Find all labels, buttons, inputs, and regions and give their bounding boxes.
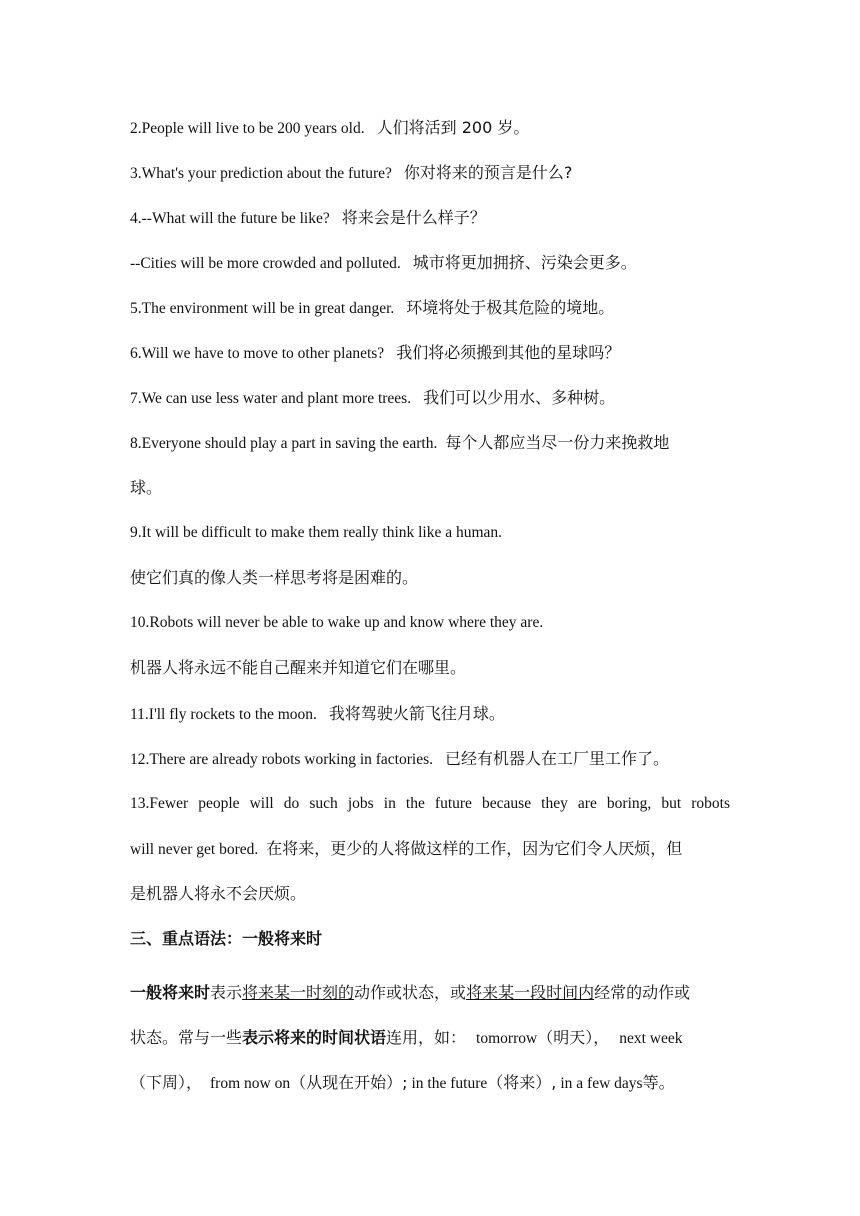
- sentence-english: will never get bored.: [130, 841, 259, 858]
- sentence-chinese: 环境将处于极其危险的境地。: [406, 298, 615, 317]
- sentence-4: [130, 207, 730, 230]
- sentence-13-line3: 是机器人将永不会厌烦。: [130, 884, 307, 903]
- grammar-term: 一般将来时: [130, 983, 211, 1002]
- sentence-6: [130, 342, 730, 365]
- grammar-text: 连用，如：: [386, 1028, 467, 1047]
- sentence-chinese: 你对将来的预言是什么?: [403, 163, 573, 182]
- sentence-7: [130, 387, 730, 410]
- sentence-chinese: 城市将更加拥挤、污染会更多。: [412, 253, 637, 272]
- sentence-english: 5.The environment will be in great danger.: [130, 300, 395, 317]
- sentence-chinese: 我们可以少用水、多种树。: [423, 388, 616, 407]
- sentence-4-answer: [130, 252, 730, 275]
- grammar-text: 状态。常与一些: [130, 1028, 243, 1047]
- grammar-text: 经常的动作或: [594, 983, 691, 1002]
- example-chinese: 等。: [642, 1073, 675, 1092]
- grammar-text: 表示: [210, 983, 243, 1002]
- sentence-13-line2: [130, 838, 730, 861]
- sentence-chinese: 在将来，更少的人将做这样的工作，因为它们令人厌烦，但: [266, 839, 683, 858]
- section-heading: 三、重点语法：一般将来时: [130, 929, 323, 948]
- grammar-line1: [130, 982, 730, 1004]
- sentence-english: 8.Everyone should play a part in saving the earth.: [130, 435, 438, 452]
- sentence-chinese: 人们将活到 200 岁。: [376, 118, 530, 137]
- sentence-10-chinese: 机器人将永远不能自己醒来并知道它们在哪里。: [130, 658, 467, 677]
- grammar-line3: [130, 1072, 730, 1095]
- sentence-chinese: 每个人都应当尽一份力来挽救地: [445, 433, 670, 452]
- sentence-english: 4.--What will the future be like?: [130, 210, 330, 227]
- grammar-underlined: 将来某一段时间内: [466, 983, 595, 1002]
- sentence-chinese: 我将驾驶火箭飞往月球。: [328, 704, 505, 723]
- sentence-11: [130, 703, 730, 726]
- sentence-chinese: 将来会是什么样子？: [341, 208, 486, 227]
- sentence-9-chinese: 使它们真的像人类一样思考将是困难的。: [130, 568, 419, 587]
- example-english: in the future: [411, 1075, 488, 1092]
- sentence-chinese: 已经有机器人在工厂里工作了。: [445, 749, 670, 768]
- example-english: from now on: [210, 1075, 291, 1092]
- sentence-english: 3.What's your prediction about the future?: [130, 165, 392, 182]
- grammar-bold: 表示将来的时间状语: [242, 1028, 387, 1047]
- example-chinese: （明天），: [537, 1028, 610, 1047]
- sentence-13-line1: 13.Fewer people will do such jobs in the future because they are boring, but robots: [130, 795, 730, 812]
- example-chinese: （将来）,: [487, 1073, 557, 1092]
- example-chinese: （从现在开始）;: [290, 1073, 408, 1092]
- sentence-chinese: 我们将必须搬到其他的星球吗？: [396, 343, 621, 362]
- grammar-text: 动作或状态，或: [354, 983, 467, 1002]
- sentence-12: [130, 748, 730, 771]
- example-chinese: （下周），: [130, 1073, 203, 1092]
- sentence-8: [130, 432, 730, 455]
- sentence-english: --Cities will be more crowded and polluted.: [130, 255, 401, 272]
- sentence-english: 7.We can use less water and plant more trees.: [130, 390, 412, 407]
- sentence-english: 12.There are already robots working in factories.: [130, 751, 433, 768]
- sentence-2: [130, 117, 730, 140]
- example-english: next week: [619, 1030, 683, 1047]
- sentence-english: 2.People will live to be 200 years old.: [130, 120, 365, 137]
- sentence-5: [130, 297, 730, 320]
- sentence-english: 6.Will we have to move to other planets?: [130, 345, 385, 362]
- sentence-8-continued: 球。: [130, 478, 163, 497]
- sentence-3: [130, 162, 730, 185]
- example-english: in a few days: [560, 1075, 643, 1092]
- sentence-10-english: 10.Robots will never be able to wake up and know where they are.: [130, 614, 544, 631]
- grammar-line2: [130, 1027, 730, 1050]
- example-english: tomorrow: [476, 1030, 538, 1047]
- sentence-9-english: 9.It will be difficult to make them really think like a human.: [130, 524, 503, 541]
- grammar-underlined: 将来某一时刻的: [242, 983, 355, 1002]
- sentence-english: 11.I'll fly rockets to the moon.: [130, 706, 317, 723]
